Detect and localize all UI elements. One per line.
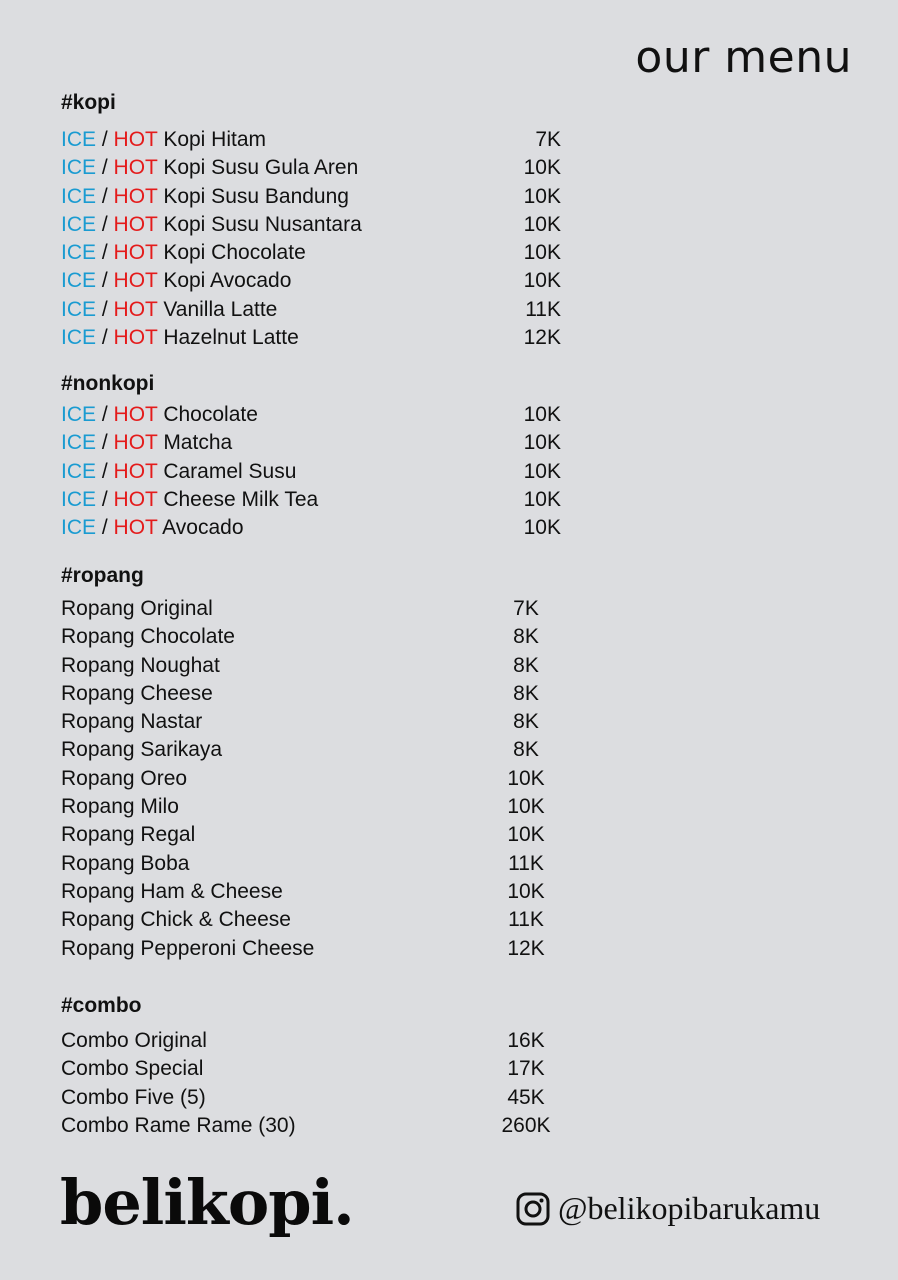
item-label: Combo Original <box>61 1029 207 1052</box>
section-heading: #combo <box>61 994 142 1017</box>
menu-item <box>61 126 561 154</box>
item-price: 11K <box>508 908 544 932</box>
menu-item <box>61 850 561 878</box>
item-price: 11K <box>508 851 544 875</box>
item-name <box>61 183 349 211</box>
item-name <box>61 239 306 267</box>
ice-label: ICE <box>61 128 97 151</box>
item-label: Vanilla Latte <box>157 297 278 321</box>
item-name <box>61 1084 206 1112</box>
ice-label: ICE <box>61 269 97 293</box>
item-price: 10K <box>507 823 545 847</box>
item-label: Kopi Susu Gula Aren <box>157 156 359 180</box>
menu-item <box>61 296 561 324</box>
ice-label: ICE <box>61 297 97 321</box>
menu-item <box>61 595 561 623</box>
menu-item <box>61 1084 561 1112</box>
item-price: 10K <box>523 184 561 208</box>
menu-item <box>61 486 561 514</box>
item-label: Ropang Noughat <box>61 653 220 677</box>
item-price: 17K <box>507 1057 545 1081</box>
separator: / <box>96 156 114 180</box>
ice-label: ICE <box>61 459 97 483</box>
menu-item <box>61 878 561 906</box>
section-combo <box>61 991 561 1140</box>
ice-label: ICE <box>61 403 97 426</box>
hot-label: HOT <box>113 487 158 511</box>
item-price: 10K <box>507 795 545 819</box>
item-price: 16K <box>507 1029 545 1052</box>
item-label: Ropang Original <box>61 597 213 620</box>
item-name <box>61 821 195 849</box>
item-price: 10K <box>507 879 545 903</box>
item-label: Ropang Milo <box>61 795 179 819</box>
menu-list <box>61 126 561 352</box>
menu-item <box>61 623 561 651</box>
menu-item <box>61 211 561 239</box>
item-name <box>61 296 277 324</box>
menu-item <box>61 429 561 457</box>
menu-item <box>61 652 561 680</box>
item-name <box>61 267 291 295</box>
item-price: 10K <box>523 459 561 483</box>
item-name <box>61 486 318 514</box>
item-name <box>61 154 358 182</box>
separator: / <box>96 431 114 455</box>
item-label: Ropang Chick & Cheese <box>61 908 291 932</box>
hot-label: HOT <box>113 241 158 265</box>
ice-label: ICE <box>61 487 97 511</box>
item-label: Cheese Milk Tea <box>157 487 319 511</box>
item-name <box>61 1055 203 1083</box>
hot-label: HOT <box>113 128 158 151</box>
item-label: Kopi Hitam <box>157 128 267 151</box>
item-name <box>61 850 189 878</box>
item-price: 8K <box>513 738 539 762</box>
hot-label: HOT <box>113 156 158 180</box>
separator: / <box>96 487 114 511</box>
item-label: Kopi Susu Bandung <box>157 184 349 208</box>
ice-label: ICE <box>61 241 97 265</box>
item-name <box>61 514 244 542</box>
item-name <box>61 324 299 352</box>
item-name <box>61 935 314 963</box>
separator: / <box>96 212 114 236</box>
hot-label: HOT <box>113 212 158 236</box>
ice-label: ICE <box>61 431 97 455</box>
item-price: 10K <box>523 487 561 511</box>
menu-item <box>61 821 561 849</box>
item-name <box>61 652 220 680</box>
item-name <box>61 708 202 736</box>
item-label: Hazelnut Latte <box>157 326 299 350</box>
item-name <box>61 126 266 154</box>
separator: / <box>96 403 114 426</box>
separator: / <box>96 297 114 321</box>
item-label: Ropang Ham & Cheese <box>61 879 283 903</box>
item-price: 7K <box>535 128 561 151</box>
item-price: 10K <box>523 269 561 293</box>
section-ropang <box>61 561 561 963</box>
item-price: 10K <box>523 431 561 455</box>
menu-item <box>61 793 561 821</box>
item-price: 10K <box>523 516 561 540</box>
item-name <box>61 793 179 821</box>
item-label: Ropang Sarikaya <box>61 738 223 762</box>
item-price: 10K <box>507 766 545 790</box>
separator: / <box>96 326 114 350</box>
hot-label: HOT <box>113 459 158 483</box>
menu-item <box>61 183 561 211</box>
item-label: Matcha <box>157 431 233 455</box>
item-label: Ropang Boba <box>61 851 190 875</box>
item-label: Ropang Nastar <box>61 710 203 734</box>
item-name <box>61 736 222 764</box>
separator: / <box>96 241 114 265</box>
brand-logo: belikopi. <box>60 1166 354 1239</box>
instagram-icon <box>516 1192 550 1226</box>
item-price: 8K <box>513 710 539 734</box>
item-label: Combo Special <box>61 1057 204 1081</box>
separator: / <box>96 184 114 208</box>
hot-label: HOT <box>113 269 158 293</box>
item-name <box>61 1027 207 1055</box>
menu-item <box>61 324 561 352</box>
ice-label: ICE <box>61 516 97 540</box>
item-name <box>61 623 235 651</box>
separator: / <box>96 459 114 483</box>
menu-item <box>61 458 561 486</box>
item-price: 8K <box>513 653 539 677</box>
menu-item <box>61 514 561 542</box>
item-name <box>61 429 232 457</box>
menu-item <box>61 1112 561 1140</box>
hot-label: HOT <box>113 326 158 350</box>
instagram-handle: @belikopibarukamu <box>558 1190 821 1226</box>
item-price: 10K <box>523 156 561 180</box>
item-label: Avocado <box>157 516 244 540</box>
section-heading: #nonkopi <box>61 372 155 395</box>
menu-item <box>61 267 561 295</box>
item-label: Kopi Susu Nusantara <box>157 212 362 236</box>
item-name <box>61 765 187 793</box>
item-name <box>61 401 258 429</box>
hot-label: HOT <box>113 431 158 455</box>
separator: / <box>96 269 114 293</box>
menu-item <box>61 736 561 764</box>
item-label: Kopi Chocolate <box>157 241 306 265</box>
item-label: Kopi Avocado <box>157 269 292 293</box>
ice-label: ICE <box>61 326 97 350</box>
item-name <box>61 458 296 486</box>
ice-label: ICE <box>61 212 97 236</box>
item-name <box>61 1112 296 1140</box>
item-label: Ropang Cheese <box>61 681 213 705</box>
item-label: Ropang Regal <box>61 823 196 847</box>
item-label: Chocolate <box>157 403 258 426</box>
item-name <box>61 680 213 708</box>
hot-label: HOT <box>113 516 158 540</box>
item-label: Ropang Pepperoni Cheese <box>61 936 315 960</box>
menu-item <box>61 1027 561 1055</box>
item-label: Ropang Oreo <box>61 766 188 790</box>
menu-item <box>61 401 561 429</box>
menu-list <box>61 595 561 963</box>
page-title: our menu <box>635 32 852 83</box>
item-price: 10K <box>523 212 561 236</box>
item-price: 7K <box>513 597 539 620</box>
menu-list <box>61 1027 561 1140</box>
menu-item <box>61 765 561 793</box>
section-nonkopi <box>61 369 561 542</box>
menu-item <box>61 906 561 934</box>
section-heading: #ropang <box>61 564 144 587</box>
item-label: Ropang Chocolate <box>61 625 235 649</box>
separator: / <box>96 128 114 151</box>
menu-item <box>61 680 561 708</box>
item-name <box>61 906 291 934</box>
item-name <box>61 595 213 623</box>
hot-label: HOT <box>113 403 158 426</box>
ice-label: ICE <box>61 156 97 180</box>
separator: / <box>96 516 114 540</box>
menu-list <box>61 401 561 542</box>
item-price: 45K <box>507 1085 545 1109</box>
item-price: 12K <box>523 326 561 350</box>
item-price: 10K <box>523 403 561 426</box>
item-label: Combo Five (5) <box>61 1085 206 1109</box>
menu-item <box>61 935 561 963</box>
item-name <box>61 211 362 239</box>
item-label: Combo Rame Rame (30) <box>61 1113 296 1137</box>
social-handle[interactable] <box>516 1190 820 1227</box>
menu-item <box>61 154 561 182</box>
hot-label: HOT <box>113 297 158 321</box>
item-price: 8K <box>513 625 539 649</box>
item-price: 10K <box>523 241 561 265</box>
ice-label: ICE <box>61 184 97 208</box>
item-label: Caramel Susu <box>157 459 297 483</box>
menu-item <box>61 1055 561 1083</box>
item-price: 8K <box>513 681 539 705</box>
menu-item <box>61 239 561 267</box>
item-price: 260K <box>501 1113 551 1137</box>
menu-item <box>61 708 561 736</box>
section-kopi <box>61 88 561 352</box>
item-price: 11K <box>525 297 561 321</box>
item-price: 12K <box>507 936 545 960</box>
hot-label: HOT <box>113 184 158 208</box>
section-heading: #kopi <box>61 91 116 114</box>
item-name <box>61 878 283 906</box>
